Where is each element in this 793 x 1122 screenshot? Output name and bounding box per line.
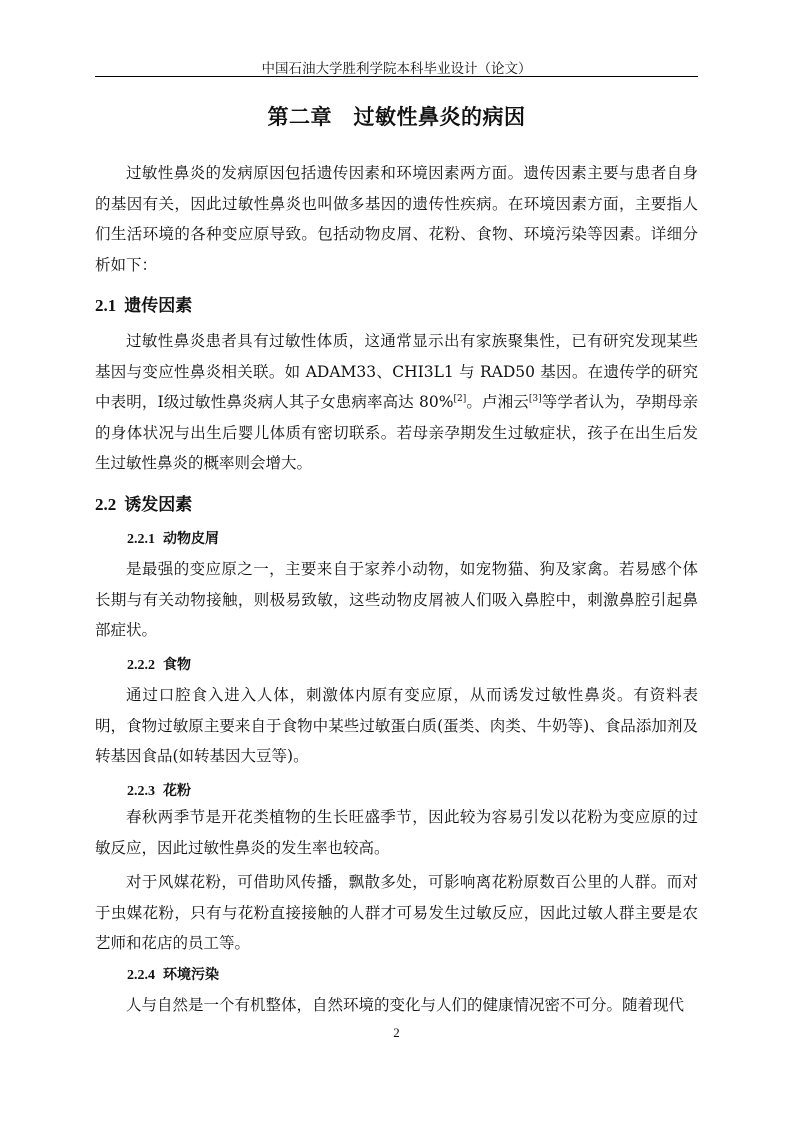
subsection-number: 2.2.2 (127, 658, 155, 673)
chapter-title: 第二章 过敏性鼻炎的病因 (267, 105, 526, 129)
subsection-2-2-3-paragraph-2: 对于风媒花粉，可借助风传播，飘散多处，可影响离花粉原数百公里的人群。而对于虫媒花粉，只有与花粉直接接触的人群才可易发生过敏反应，因此过敏人群主要是农艺师和花店的员工等。 (95, 873, 698, 952)
header-rule (95, 76, 698, 77)
subsection-title: 环境污染 (163, 967, 219, 983)
subsection-2-2-3-heading (127, 780, 191, 800)
section-title: 遗传因素 (124, 296, 193, 316)
subsection-2-2-3-paragraph-1: 春秋两季节是开花类植物的生长旺盛季节，因此较为容易引发以花粉为变应原的过敏反应，因此过敏性鼻炎的发生率也较高。 (95, 808, 698, 857)
subsection-2-2-1-heading (127, 528, 219, 548)
section-2-2-heading (95, 490, 192, 515)
section-number: 2.1 (95, 296, 117, 315)
subsection-number: 2.2.3 (127, 784, 155, 799)
subsection-2-2-1-paragraph: 是最强的变应原之一，主要来自于家养小动物，如宠物猫、狗及家禽。若易感个体长期与有关动物接触，则极易致敏，这些动物皮屑被人们吸入鼻腔中，刺激鼻腔引起鼻部症状。 (95, 560, 698, 639)
subsection-number: 2.2.4 (127, 968, 155, 983)
running-header: 中国石油大学胜利学院本科毕业设计（论文） (261, 61, 532, 77)
subsection-title: 食物 (163, 657, 191, 673)
subsection-title: 动物皮屑 (163, 531, 219, 547)
section-text: 等学者认为，孕期母亲的身体状况与出生后婴儿体质有密切联系。若母亲孕期发生过敏症状，孩子在出生后发生过敏性鼻炎的概率则会增大。 (95, 393, 698, 472)
subsection-2-2-2-heading (127, 654, 191, 674)
intro-paragraph: 过敏性鼻炎的发病原因包括遗传因素和环境因素两方面。遗传因素主要与患者自身的基因有关，因此过敏性鼻炎也叫做多基因的遗传性疾病。在环境因素方面，主要指人们生活环境的各种变应原导致。包括动物皮屑、花粉、食物、环境污染等因素。详细分析如下： (95, 164, 698, 274)
section-2-1-heading (95, 291, 192, 316)
citation-2: [2] (453, 393, 467, 404)
page-number: 2 (393, 1025, 400, 1040)
subsection-number: 2.2.1 (127, 532, 155, 547)
subsection-2-2-4-paragraph: 人与自然是一个有机整体，自然环境的变化与人们的健康情况密不可分。随着现代 (126, 996, 685, 1014)
section-number: 2.2 (95, 495, 117, 514)
subsection-title: 花粉 (163, 783, 191, 799)
section-title: 诱发因素 (124, 495, 193, 515)
section-2-1-paragraph (95, 326, 698, 479)
subsection-2-2-4-heading (127, 964, 219, 984)
subsection-2-2-2-paragraph: 通过口腔食入进入人体，刺激体内原有变应原，从而诱发过敏性鼻炎。有资料表明，食物过敏原主要来自于食物中某些过敏蛋白质(蛋类、肉类、牛奶等)、食品添加剂及转基因食品(如转基因大豆等)。 (95, 686, 698, 765)
citation-3: [3] (528, 393, 542, 404)
section-text: 。卢湘云 (466, 393, 529, 411)
section-text: 过敏性鼻炎患者具有过敏性体质，这通常显示出有家族聚集性，已有研究发现某些基因与变应性鼻炎相关联。如 ADAM33、CHI3L1 与 RAD50 基因。在遗传学的研究中表明，Ⅰ级过敏性鼻炎病人其子女患病率高达 80% (95, 332, 698, 411)
